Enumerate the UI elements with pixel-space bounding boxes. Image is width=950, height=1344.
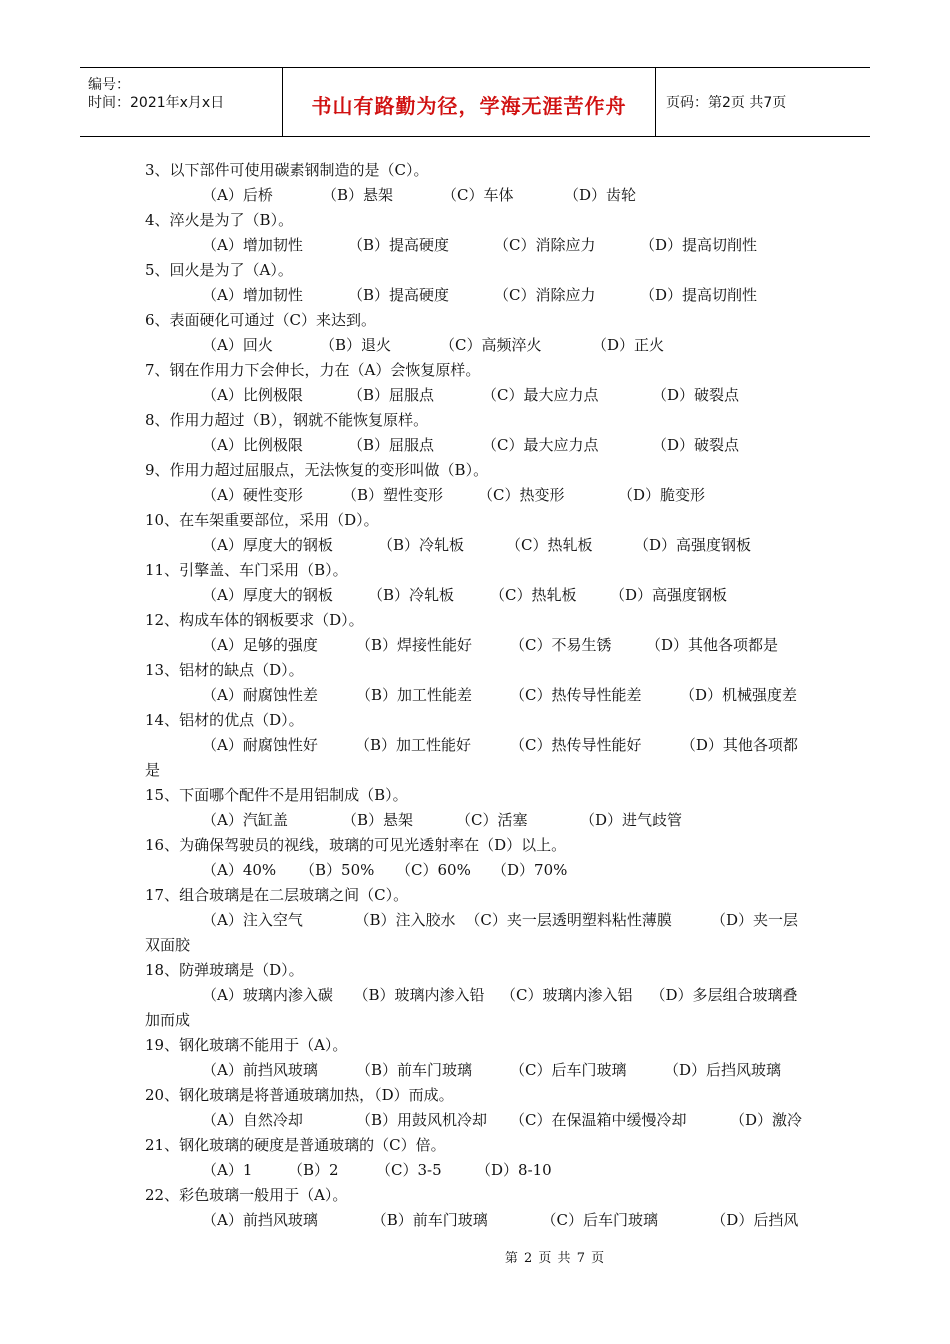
option-row [145,1208,810,1233]
option-text: （A）硬性变形 [202,486,303,504]
question-text: 3、以下部件可使用碳素钢制造的是（C）。 [145,161,429,179]
option-row [145,183,810,208]
question-text: 9、作用力超过屈服点，无法恢复的变形叫做（B）。 [145,461,489,479]
option-text: （D）进气歧管 [580,811,683,829]
option-text: （C）热传导性能差 [510,686,642,704]
option-text: （B）玻璃内渗入铅 [353,986,485,1004]
option-text: （C）消除应力 [494,286,596,304]
option-text: （D）脆变形 [618,486,706,504]
question-text: 5、回火是为了（A）。 [145,261,293,279]
option-text: （D）激冷 [730,1111,803,1129]
option-text: （A）汽缸盖 [202,811,288,829]
option-text: （A）玻璃内渗入碳 [202,986,333,1004]
option-text: （A）注入空气 [202,911,303,929]
option-text: （A）比例极限 [202,386,303,404]
option-row [145,733,810,758]
option-row [145,533,810,558]
option-text: （A）比例极限 [202,436,303,454]
question-text: 10、在车架重要部位，采用（D）。 [145,511,379,529]
option-text: （B）悬架 [322,186,394,204]
option-text: （D）8-10 [476,1161,552,1179]
option-text: （C）热变形 [478,486,565,504]
option-text: （A）后桥 [202,186,273,204]
question-text: 15、下面哪个配件不是用铝制成（B）。 [145,786,408,804]
option-text: （B）退火 [320,336,392,354]
option-row [145,383,810,408]
question-text: 4、淬火是为了（B）。 [145,211,294,229]
option-text: （A）40% [202,861,277,879]
option-text: （B）屈服点 [348,386,435,404]
option-text: （C）活塞 [456,811,528,829]
option-row [145,683,810,708]
option-text: （D）夹一层 [710,911,799,929]
option-text: （B）提高硬度 [348,286,450,304]
option-row [145,633,810,658]
option-text: （B）用鼓风机冷却 [356,1111,488,1129]
question-text: 17、组合玻璃是在二层玻璃之间（C）。 [145,886,409,904]
option-text: （D）后挡风玻璃 [664,1061,782,1079]
date-label: 时间：2021年x月x日 [88,95,225,111]
option-row [145,283,810,308]
option-row [145,908,810,933]
question-text: 11、引擎盖、车门采用（B）。 [145,561,348,579]
option-text: （A）耐腐蚀性好 [202,736,318,754]
question-text: 13、铝材的缺点（D）。 [145,661,304,679]
option-text: （D）高强度钢板 [610,586,728,604]
option-text: （B）冷轧板 [378,536,465,554]
option-text: （B）注入胶水 [354,911,456,929]
option-row [145,1058,810,1083]
question-list [145,158,810,1233]
option-row [145,858,810,883]
option-text: （C）热传导性能好 [509,736,642,754]
option-text: （C）最大应力点 [482,386,599,404]
question-text: 12、构成车体的钢板要求（D）。 [145,611,364,629]
motto: 书山有路勤为径，学海无涯苦作舟 [311,93,627,118]
option-text: （B）前车门玻璃 [356,1061,473,1079]
option-text: （A）厚度大的钢板 [202,536,333,554]
option-continuation: 双面胶 [145,936,191,954]
option-text: （B）焊接性能好 [356,636,473,654]
option-text: （B）悬架 [342,811,414,829]
header-page-cell [656,68,870,136]
option-row [145,583,810,608]
question-text: 7、钢在作用力下会伸长，力在（A）会恢复原样。 [145,361,481,379]
option-text: （D）多层组合玻璃叠 [650,986,798,1004]
option-text: （C）高频淬火 [440,336,542,354]
option-text: （A）增加韧性 [202,286,303,304]
question-text: 22、彩色玻璃一般用于（A）。 [145,1186,348,1204]
option-text: （D）70% [492,861,568,879]
question-text: 16、为确保驾驶员的视线，玻璃的可见光透射率在（D）以上。 [145,836,567,854]
option-text: （D）其他各项都 [680,736,798,754]
option-continuation: 是 [145,761,161,779]
header-info [80,68,283,136]
option-text: （D）其他各项都是 [646,636,779,654]
option-continuation: 加而成 [145,1011,191,1029]
option-text: （B）前车门玻璃 [371,1211,488,1229]
option-text: （B）50% [300,861,375,879]
option-text: （D）破裂点 [652,386,740,404]
option-text: （D）机械强度差 [680,686,798,704]
option-text: （A）前挡风玻璃 [202,1061,318,1079]
option-text: （B）加工性能好 [355,736,472,754]
option-text: （B）加工性能差 [356,686,473,704]
question-text: 14、铝材的优点（D）。 [145,711,304,729]
option-text: （A）自然冷却 [202,1111,303,1129]
question-text: 21、钢化玻璃的硬度是普通玻璃的（C）倍。 [145,1136,446,1154]
option-text: （A）前挡风玻璃 [202,1211,318,1229]
option-row [145,1158,810,1183]
option-text: （B）屈服点 [348,436,435,454]
option-text: （D）提高切削性 [640,286,758,304]
option-row [145,983,810,1008]
option-text: （D）破裂点 [652,436,740,454]
option-row [145,333,810,358]
option-text: （C）最大应力点 [482,436,599,454]
option-text: （A）耐腐蚀性差 [202,686,318,704]
number-label: 编号： [88,77,130,93]
option-text: （D）高强度钢板 [634,536,752,554]
page-header [80,67,870,137]
option-row [145,1108,810,1133]
page-footer: 第 2 页 共 7 页 [504,1251,606,1266]
question-text: 19、钢化玻璃不能用于（A）。 [145,1036,348,1054]
option-text: （A）1 [202,1161,253,1179]
question-text: 18、防弹玻璃是（D）。 [145,961,304,979]
option-text: （B）提高硬度 [348,236,450,254]
question-text: 8、作用力超过（B），钢就不能恢复原样。 [145,411,429,429]
option-text: （D）后挡风 [711,1211,799,1229]
option-text: （B）塑性变形 [342,486,444,504]
page-label: 页码：第2页 共7页 [666,95,787,111]
option-text: （C）夹一层透明塑料粘性薄膜 [465,911,672,929]
option-row [145,233,810,258]
option-text: （C）在保温箱中缓慢冷却 [510,1111,687,1129]
option-text: （A）厚度大的钢板 [202,586,333,604]
option-text: （B）冷轧板 [368,586,455,604]
option-text: （C）后车门玻璃 [541,1211,659,1229]
option-row [145,433,810,458]
option-text: （C）玻璃内渗入铝 [501,986,633,1004]
option-text: （A）增加韧性 [202,236,303,254]
question-text: 20、钢化玻璃是将普通玻璃加热，（D）而成。 [145,1086,454,1104]
option-text: （C）不易生锈 [510,636,612,654]
option-text: （C）消除应力 [494,236,596,254]
option-text: （C）热轧板 [506,536,593,554]
option-text: （C）后车门玻璃 [510,1061,627,1079]
option-text: （C）60% [396,861,471,879]
option-text: （D）提高切削性 [640,236,758,254]
option-row [145,808,810,833]
option-text: （A）回火 [202,336,273,354]
question-text: 6、表面硬化可通过（C）来达到。 [145,311,377,329]
option-text: （B）2 [288,1161,339,1179]
option-text: （C）车体 [442,186,514,204]
option-row [145,483,810,508]
header-motto-cell [283,68,656,136]
option-text: （C）3-5 [376,1161,442,1179]
option-text: （C）热轧板 [490,586,577,604]
option-text: （D）正火 [592,336,665,354]
option-text: （A）足够的强度 [202,636,318,654]
option-text: （D）齿轮 [564,186,637,204]
